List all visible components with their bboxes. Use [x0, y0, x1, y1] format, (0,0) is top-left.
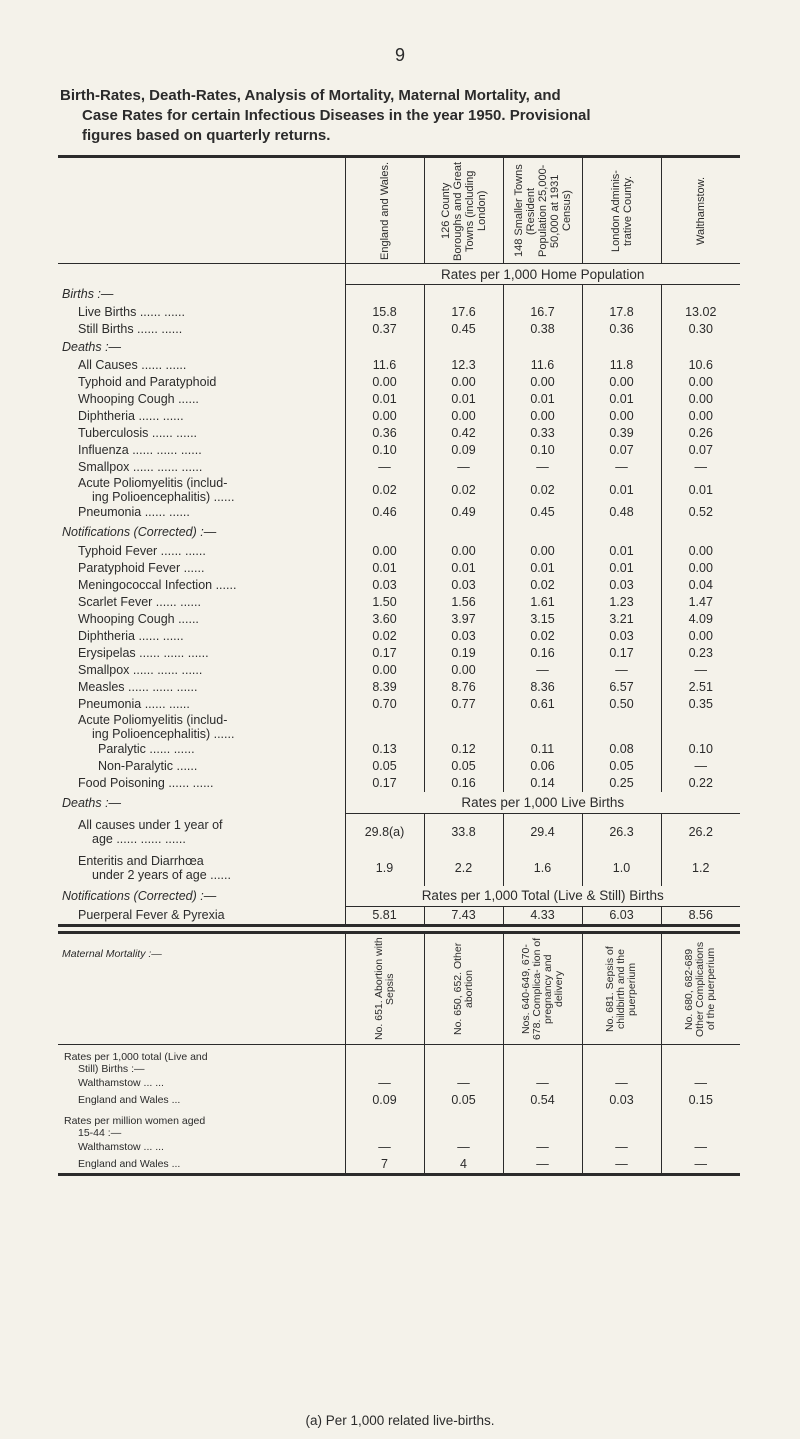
value-cell: —: [503, 459, 582, 476]
page-heading: [60, 86, 740, 146]
maternal-column-header: [345, 932, 424, 1044]
empty-cell: [661, 1109, 740, 1139]
value-cell: 15.8: [345, 304, 424, 321]
value-cell: —: [345, 1139, 424, 1156]
value-cell: 0.01: [424, 560, 503, 577]
row-label: Meningococcal Infection ......: [78, 578, 237, 592]
row-label-line: Acute Poliomyelitis (includ-: [78, 712, 228, 727]
empty-cell: [424, 521, 503, 543]
value-cell: 1.56: [424, 594, 503, 611]
value-cell: 0.33: [503, 425, 582, 442]
value-cell: 6.57: [582, 679, 661, 696]
value-cell: 0.07: [582, 442, 661, 459]
value-cell: 0.00: [661, 543, 740, 560]
value-cell: 0.01: [424, 391, 503, 408]
maternal-column-text: No. 650, 652. Other abortion: [451, 942, 475, 1035]
value-cell: —: [345, 1075, 424, 1092]
empty-cell: [345, 521, 424, 543]
row-label: Scarlet Fever ...... ......: [78, 595, 201, 609]
row-label: Smallpox ...... ...... ......: [78, 460, 203, 474]
value-cell: 0.37: [345, 321, 424, 338]
value-cell: 10.6: [661, 357, 740, 374]
value-cell: 0.12: [424, 741, 503, 758]
value-cell: 0.19: [424, 645, 503, 662]
row-label: Diphtheria ...... ......: [78, 409, 184, 423]
value-cell: 0.01: [345, 560, 424, 577]
value-cell: —: [503, 1156, 582, 1175]
value-cell: 0.00: [661, 628, 740, 645]
maternal-column-text: Nos. 640-649, 670-678. Complica- tion of pregnancy and delivery: [519, 937, 565, 1040]
value-cell: —: [345, 459, 424, 476]
value-cell: 13.02: [661, 304, 740, 321]
heading-line-1: Birth-Rates, Death-Rates, Analysis of Mortality, Maternal Mortality, and: [60, 87, 561, 104]
value-cell: 0.03: [424, 577, 503, 594]
value-cell: 0.01: [582, 476, 661, 504]
value-cell: —: [582, 1156, 661, 1175]
column-header: Walthamstow.: [661, 157, 740, 264]
footnote: (a) Per 1,000 related live-births.: [305, 1413, 495, 1428]
section-label: Births :—: [62, 287, 114, 301]
empty-cell: [503, 1109, 582, 1139]
row-label: [58, 814, 345, 851]
value-cell: 1.23: [582, 594, 661, 611]
value-cell: 0.05: [582, 758, 661, 775]
value-cell: 3.15: [503, 611, 582, 628]
value-cell: 0.01: [503, 560, 582, 577]
value-cell: 8.39: [345, 679, 424, 696]
row-label-line: ing Polioencephalitis) ......: [92, 489, 235, 504]
value-cell: 29.4: [503, 814, 582, 851]
value-cell: 1.9: [345, 850, 424, 886]
value-cell: 17.6: [424, 304, 503, 321]
row-label: Paratyphoid Fever ......: [78, 561, 205, 575]
rates-band-total-births: Rates per 1,000 Total (Live & Still) Births: [345, 886, 740, 906]
value-cell: 0.01: [503, 391, 582, 408]
value-cell: 1.2: [661, 850, 740, 886]
value-cell: 0.03: [424, 628, 503, 645]
value-cell: 0.16: [424, 775, 503, 792]
value-cell: 0.00: [503, 543, 582, 560]
empty-cell: [582, 521, 661, 543]
value-cell: 0.05: [424, 758, 503, 775]
value-cell: 2.2: [424, 850, 503, 886]
section-label: Notifications (Corrected) :—: [62, 889, 217, 903]
empty-cell: [661, 521, 740, 543]
empty-cell: [661, 713, 740, 741]
value-cell: 1.6: [503, 850, 582, 886]
value-cell: 6.03: [582, 906, 661, 925]
value-cell: 4.33: [503, 906, 582, 925]
column-header: 126 County Boroughs and Great Towns (including London): [424, 157, 503, 264]
value-cell: —: [661, 1139, 740, 1156]
value-cell: 0.00: [424, 374, 503, 391]
maternal-rates-label: [58, 1044, 345, 1075]
empty-cell: [424, 1044, 503, 1075]
empty-cell: [345, 1044, 424, 1075]
value-cell: —: [582, 662, 661, 679]
value-cell: 0.00: [582, 408, 661, 425]
value-cell: 0.15: [661, 1092, 740, 1109]
value-cell: 0.02: [424, 476, 503, 504]
row-label: Pneumonia ...... ......: [78, 697, 190, 711]
value-cell: 0.00: [345, 374, 424, 391]
value-cell: —: [424, 459, 503, 476]
maternal-column-header: [424, 932, 503, 1044]
heading-line-2: Case Rates for certain Infectious Diseases in the year 1950. Provisional: [82, 107, 591, 124]
value-cell: 0.10: [661, 741, 740, 758]
value-cell: 7.43: [424, 906, 503, 925]
value-cell: 0.45: [503, 504, 582, 521]
value-cell: 0.02: [503, 577, 582, 594]
value-cell: 0.01: [582, 543, 661, 560]
value-cell: 0.38: [503, 321, 582, 338]
value-cell: 2.51: [661, 679, 740, 696]
value-cell: 1.0: [582, 850, 661, 886]
value-cell: 5.81: [345, 906, 424, 925]
empty-cell: [424, 713, 503, 741]
column-header: London Adminis- trative County.: [582, 157, 661, 264]
row-label-line: All causes under 1 year of: [78, 817, 223, 832]
value-cell: 0.11: [503, 741, 582, 758]
value-cell: 0.17: [582, 645, 661, 662]
empty-cell: [424, 338, 503, 357]
value-cell: 0.03: [582, 577, 661, 594]
section-label: Deaths :—: [62, 795, 122, 810]
value-cell: 1.47: [661, 594, 740, 611]
value-cell: 0.48: [582, 504, 661, 521]
value-cell: —: [503, 662, 582, 679]
value-cell: 0.30: [661, 321, 740, 338]
empty-cell: [424, 285, 503, 304]
value-cell: 0.16: [503, 645, 582, 662]
value-cell: 0.00: [345, 662, 424, 679]
value-cell: 0.52: [661, 504, 740, 521]
row-label: Influenza ...... ...... ......: [78, 443, 202, 457]
value-cell: 0.26: [661, 425, 740, 442]
row-label: Diphtheria ...... ......: [78, 629, 184, 643]
value-cell: 0.02: [345, 476, 424, 504]
heading-line-3: figures based on quarterly returns.: [82, 127, 331, 144]
value-cell: 0.01: [582, 560, 661, 577]
row-label: Live Births ...... ......: [78, 305, 185, 319]
value-cell: 1.61: [503, 594, 582, 611]
row-label: England and Wales ...: [78, 1094, 181, 1106]
value-cell: —: [582, 459, 661, 476]
maternal-column-text: No. 651. Abortion with Sepsis: [372, 937, 396, 1040]
value-cell: 0.45: [424, 321, 503, 338]
maternal-rates-line: Rates per 1,000 total (Live and: [64, 1050, 208, 1063]
value-cell: 0.25: [582, 775, 661, 792]
value-cell: 0.00: [661, 391, 740, 408]
maternal-column-text: No. 681. Sepsis of childbirth and the puerperium: [604, 945, 638, 1032]
row-label: Typhoid and Paratyphoid: [78, 375, 217, 389]
value-cell: 0.02: [345, 628, 424, 645]
row-label: Paralytic ...... ......: [98, 742, 195, 756]
value-cell: —: [661, 662, 740, 679]
value-cell: 8.76: [424, 679, 503, 696]
value-cell: —: [661, 1075, 740, 1092]
value-cell: 26.3: [582, 814, 661, 851]
value-cell: 0.70: [345, 696, 424, 713]
maternal-column-header: [661, 932, 740, 1044]
value-cell: 26.2: [661, 814, 740, 851]
empty-cell: [503, 285, 582, 304]
value-cell: 0.00: [424, 543, 503, 560]
row-label: Measles ...... ...... ......: [78, 680, 198, 694]
row-label: Puerperal Fever & Pyrexia: [78, 907, 225, 922]
value-cell: 0.36: [345, 425, 424, 442]
row-label: Typhoid Fever ...... ......: [78, 544, 206, 558]
empty-cell: [503, 521, 582, 543]
value-cell: 0.61: [503, 696, 582, 713]
value-cell: 29.8(a): [345, 814, 424, 851]
value-cell: —: [424, 1075, 503, 1092]
value-cell: 0.00: [345, 408, 424, 425]
row-label: [58, 476, 345, 504]
value-cell: 0.23: [661, 645, 740, 662]
value-cell: 0.03: [345, 577, 424, 594]
value-cell: —: [424, 1139, 503, 1156]
empty-cell: [661, 285, 740, 304]
maternal-rates-line: Still) Births :—: [78, 1062, 145, 1075]
value-cell: 0.14: [503, 775, 582, 792]
empty-cell: [582, 1109, 661, 1139]
row-label: Food Poisoning ...... ......: [78, 776, 214, 790]
value-cell: 0.22: [661, 775, 740, 792]
value-cell: 11.6: [345, 357, 424, 374]
row-label-line: ing Polioencephalitis) ......: [92, 726, 235, 741]
value-cell: 3.60: [345, 611, 424, 628]
maternal-column-header: [503, 932, 582, 1044]
value-cell: 0.50: [582, 696, 661, 713]
value-cell: 0.35: [661, 696, 740, 713]
value-cell: 0.10: [345, 442, 424, 459]
row-label: Whooping Cough ......: [78, 612, 199, 626]
row-label: [58, 850, 345, 886]
empty-cell: [582, 713, 661, 741]
value-cell: 11.6: [503, 357, 582, 374]
empty-cell: [345, 1109, 424, 1139]
maternal-rates-line: Rates per million women aged: [64, 1114, 206, 1127]
row-label: Whooping Cough ......: [78, 392, 199, 406]
empty-cell: [503, 713, 582, 741]
row-label: Smallpox ...... ...... ......: [78, 663, 203, 677]
value-cell: 0.01: [582, 391, 661, 408]
empty-cell: [503, 338, 582, 357]
empty-cell: [345, 338, 424, 357]
empty-cell: [345, 285, 424, 304]
row-label: Non-Paralytic ......: [98, 759, 198, 773]
value-cell: 0.46: [345, 504, 424, 521]
empty-cell: [661, 1044, 740, 1075]
value-cell: 0.42: [424, 425, 503, 442]
value-cell: 7: [345, 1156, 424, 1175]
maternal-rates-label: [58, 1109, 345, 1139]
value-cell: 0.00: [503, 374, 582, 391]
column-header: 148 Smaller Towns (Resident Population 25,000-50,000 at 1931 Census): [503, 157, 582, 264]
maternal-column-text: No. 680, 682-689 Other Complications of the puerperium: [683, 940, 718, 1037]
value-cell: 4: [424, 1156, 503, 1175]
value-cell: 0.00: [661, 560, 740, 577]
statistics-table: [58, 155, 740, 1176]
value-cell: —: [503, 1139, 582, 1156]
value-cell: 0.08: [582, 741, 661, 758]
row-label-line: Acute Poliomyelitis (includ-: [78, 475, 228, 490]
value-cell: 0.07: [661, 442, 740, 459]
value-cell: 0.00: [424, 408, 503, 425]
value-cell: 12.3: [424, 357, 503, 374]
value-cell: 0.01: [661, 476, 740, 504]
value-cell: 0.36: [582, 321, 661, 338]
column-header: England and Wales.: [345, 157, 424, 264]
value-cell: 0.39: [582, 425, 661, 442]
value-cell: 0.05: [424, 1092, 503, 1109]
value-cell: 0.17: [345, 775, 424, 792]
value-cell: 0.02: [503, 628, 582, 645]
value-cell: —: [661, 459, 740, 476]
header-blank: [58, 157, 345, 264]
value-cell: 0.17: [345, 645, 424, 662]
value-cell: 0.13: [345, 741, 424, 758]
value-cell: 1.50: [345, 594, 424, 611]
value-cell: 0.00: [661, 408, 740, 425]
empty-cell: [582, 1044, 661, 1075]
value-cell: —: [582, 1075, 661, 1092]
value-cell: 0.03: [582, 628, 661, 645]
page-number: 9: [394, 45, 405, 65]
value-cell: 4.09: [661, 611, 740, 628]
row-label-line: Enteritis and Diarrhœa: [78, 854, 204, 868]
value-cell: 0.00: [345, 543, 424, 560]
value-cell: 0.54: [503, 1092, 582, 1109]
value-cell: 0.49: [424, 504, 503, 521]
empty-cell: [345, 713, 424, 741]
row-label: All Causes ...... ......: [78, 358, 187, 372]
value-cell: 0.04: [661, 577, 740, 594]
value-cell: 0.00: [424, 662, 503, 679]
value-cell: 3.21: [582, 611, 661, 628]
value-cell: 0.00: [582, 374, 661, 391]
value-cell: —: [661, 758, 740, 775]
rates-band-home-population: Rates per 1,000 Home Population: [345, 264, 740, 285]
row-label: Pneumonia ...... ......: [78, 505, 190, 519]
value-cell: 0.03: [582, 1092, 661, 1109]
section-label: Deaths :—: [62, 340, 122, 354]
row-label: Walthamstow ... ...: [78, 1077, 164, 1089]
empty-cell: [503, 1044, 582, 1075]
spacer: [58, 925, 740, 932]
maternal-rates-line: 15-44 :—: [78, 1126, 122, 1139]
value-cell: —: [661, 1156, 740, 1175]
value-cell: 0.00: [503, 408, 582, 425]
value-cell: 0.09: [424, 442, 503, 459]
value-cell: 0.09: [345, 1092, 424, 1109]
value-cell: 16.7: [503, 304, 582, 321]
value-cell: 11.8: [582, 357, 661, 374]
maternal-mortality-label: Maternal Mortality :—: [62, 947, 162, 960]
value-cell: 0.77: [424, 696, 503, 713]
row-label: Still Births ...... ......: [78, 322, 183, 336]
empty-cell: [424, 1109, 503, 1139]
rates-band-live-births: Rates per 1,000 Live Births: [345, 792, 740, 814]
row-label: Erysipelas ...... ...... ......: [78, 646, 209, 660]
value-cell: 0.00: [661, 374, 740, 391]
value-cell: 33.8: [424, 814, 503, 851]
value-cell: 8.56: [661, 906, 740, 925]
value-cell: 0.05: [345, 758, 424, 775]
value-cell: 0.01: [345, 391, 424, 408]
row-label-line: under 2 years of age ......: [92, 868, 231, 882]
row-label: England and Wales ...: [78, 1158, 181, 1170]
value-cell: 3.97: [424, 611, 503, 628]
value-cell: —: [582, 1139, 661, 1156]
maternal-column-header: [582, 932, 661, 1044]
row-label-line: age ...... ...... ......: [92, 831, 186, 846]
empty-cell: [582, 285, 661, 304]
empty-cell: [582, 338, 661, 357]
row-label: Walthamstow ... ...: [78, 1141, 164, 1153]
row-label: [58, 713, 345, 741]
value-cell: 8.36: [503, 679, 582, 696]
section-label: Notifications (Corrected) :—: [62, 524, 217, 539]
row-label: Tuberculosis ...... ......: [78, 426, 198, 440]
value-cell: 0.10: [503, 442, 582, 459]
value-cell: 17.8: [582, 304, 661, 321]
value-cell: 0.06: [503, 758, 582, 775]
value-cell: 0.02: [503, 476, 582, 504]
value-cell: —: [503, 1075, 582, 1092]
empty-cell: [661, 338, 740, 357]
